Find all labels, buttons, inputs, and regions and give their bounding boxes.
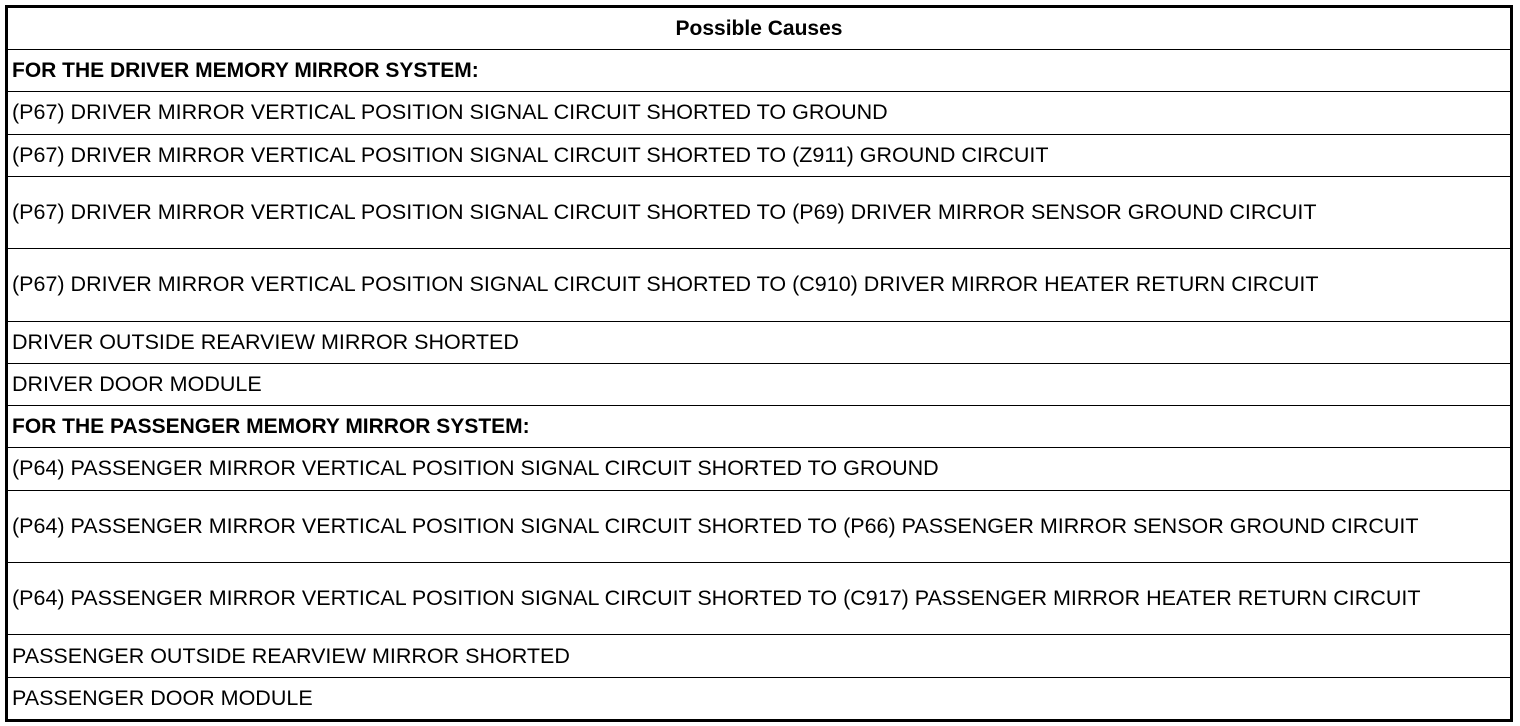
- section-header-cell: FOR THE DRIVER MEMORY MIRROR SYSTEM:: [8, 50, 1510, 92]
- table-row: [8, 134, 1510, 176]
- cause-cell: (P67) DRIVER MIRROR VERTICAL POSITION SIGNAL CIRCUIT SHORTED TO (P69) DRIVER MIRROR SENSOR GROUND CIRCUIT: [8, 176, 1510, 248]
- cause-cell: (P67) DRIVER MIRROR VERTICAL POSITION SIGNAL CIRCUIT SHORTED TO GROUND: [8, 92, 1510, 134]
- table-row: [8, 321, 1510, 363]
- cause-cell: (P64) PASSENGER MIRROR VERTICAL POSITION SIGNAL CIRCUIT SHORTED TO GROUND: [8, 448, 1510, 490]
- cause-cell: DRIVER DOOR MODULE: [8, 363, 1510, 405]
- table-row: [8, 490, 1510, 562]
- possible-causes-table-frame: [5, 5, 1513, 722]
- cause-cell: (P64) PASSENGER MIRROR VERTICAL POSITION SIGNAL CIRCUIT SHORTED TO (C917) PASSENGER MIRROR HEATER RETURN CIRCUIT: [8, 563, 1510, 635]
- table-body: [8, 50, 1510, 720]
- section-header-row: [8, 50, 1510, 92]
- cause-cell: DRIVER OUTSIDE REARVIEW MIRROR SHORTED: [8, 321, 1510, 363]
- table-row: [8, 635, 1510, 677]
- table-row: [8, 249, 1510, 321]
- possible-causes-table: [8, 8, 1510, 719]
- cause-cell: (P64) PASSENGER MIRROR VERTICAL POSITION SIGNAL CIRCUIT SHORTED TO (P66) PASSENGER MIRROR SENSOR GROUND CIRCUIT: [8, 490, 1510, 562]
- cause-cell: PASSENGER DOOR MODULE: [12, 685, 313, 710]
- table-row: [8, 677, 1510, 719]
- section-header-row: [8, 406, 1510, 448]
- table-row: [8, 563, 1510, 635]
- cause-cell: PASSENGER OUTSIDE REARVIEW MIRROR SHORTED: [8, 635, 1510, 677]
- section-header-cell: FOR THE PASSENGER MEMORY MIRROR SYSTEM:: [8, 406, 1510, 448]
- table-header-row: [8, 8, 1510, 50]
- table-row: [8, 363, 1510, 405]
- table-row: [8, 448, 1510, 490]
- column-header-possible-causes: Possible Causes: [8, 8, 1510, 50]
- table-row: [8, 92, 1510, 134]
- table-row: [8, 176, 1510, 248]
- cause-cell: (P67) DRIVER MIRROR VERTICAL POSITION SIGNAL CIRCUIT SHORTED TO (C910) DRIVER MIRROR HEATER RETURN CIRCUIT: [8, 249, 1510, 321]
- cause-cell: (P67) DRIVER MIRROR VERTICAL POSITION SIGNAL CIRCUIT SHORTED TO (Z911) GROUND CIRCUIT: [8, 134, 1510, 176]
